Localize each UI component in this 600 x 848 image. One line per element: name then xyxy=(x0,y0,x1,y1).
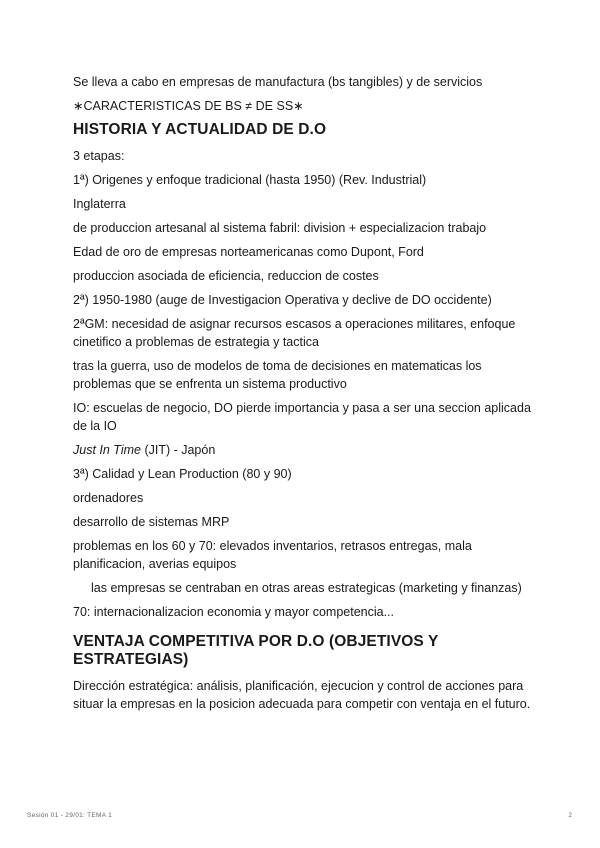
indented-paragraph: las empresas se centraban en otras areas estrategicas (marketing y finanzas) xyxy=(91,581,522,595)
paragraph: 2ª) 1950-1980 (auge de Investigacion Operativa y declive de DO occidente) xyxy=(73,293,492,307)
paragraph: Inglaterra xyxy=(73,197,126,211)
paragraph: produccion asociada de eficiencia, reduccion de costes xyxy=(73,269,379,283)
paragraph: 1ª) Origenes y enfoque tradicional (hasta 1950) (Rev. Industrial) xyxy=(73,173,427,187)
paragraph: 70: internacionalizacion economia y mayor competencia... xyxy=(73,605,395,619)
paragraph: ∗CARACTERISTICAS DE BS ≠ DE SS∗ xyxy=(73,99,304,113)
paragraph: Dirección estratégica: análisis, planificación, ejecucion y control de acciones para situar la empresas en la posicion adecuada para competir con ventaja en el futuro. xyxy=(73,679,531,711)
paragraph: IO: escuelas de negocio, DO pierde importancia y pasa a ser una seccion aplicada de la IO xyxy=(73,401,531,433)
page-number: 2 xyxy=(568,812,572,819)
paragraph: de produccion artesanal al sistema fabril: division + especializacion trabajo xyxy=(73,221,487,235)
paragraph-jit xyxy=(73,441,533,459)
paragraph: 3 etapas: xyxy=(73,149,125,163)
page-content xyxy=(73,73,533,719)
section-heading-ventaja: VENTAJA COMPETITIVA POR D.O (OBJETIVOS Y ESTRATEGIAS) xyxy=(73,633,439,668)
paragraph: 2ªGM: necesidad de asignar recursos escasos a operaciones militares, enfoque cinetifico a problemas de estrategia y tactica xyxy=(73,317,516,349)
paragraph: Se lleva a cabo en empresas de manufactura (bs tangibles) y de servicios xyxy=(73,75,483,89)
footer-session-label: Sesión 01 - 29/01: TEMA 1 xyxy=(27,812,113,819)
paragraph: 3ª) Calidad y Lean Production (80 y 90) xyxy=(73,467,292,481)
paragraph: desarrollo de sistemas MRP xyxy=(73,515,230,529)
paragraph: tras la guerra, uso de modelos de toma de decisiones en matematicas los problemas que se enfrenta un sistema productivo xyxy=(73,359,482,391)
paragraph: Edad de oro de empresas norteamericanas como Dupont, Ford xyxy=(73,245,424,259)
paragraph: ordenadores xyxy=(73,491,144,505)
italic-term: Just In Time xyxy=(73,443,141,457)
section-heading-historia: HISTORIA Y ACTUALIDAD DE D.O xyxy=(73,121,327,138)
paragraph-text: (JIT) - Japón xyxy=(140,443,216,457)
paragraph: problemas en los 60 y 70: elevados inventarios, retrasos entregas, mala planificacion, averias equipos xyxy=(73,539,472,571)
